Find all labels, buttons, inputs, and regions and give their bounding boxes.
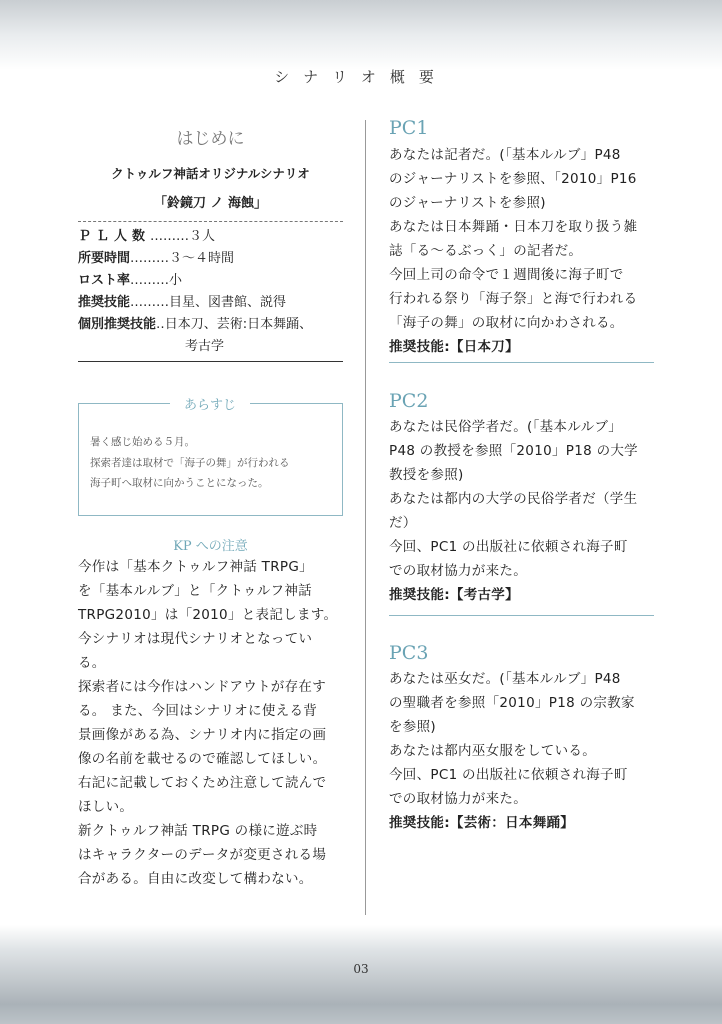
text-line: 像の名前を載せるので確認してほしい。 (78, 751, 327, 767)
text-line: あなたは都内巫女服をしている。 (389, 743, 596, 759)
kp-notes-heading: KP への注意 (173, 539, 248, 554)
text-line: を参照) (389, 719, 436, 735)
spec-key: ＰＬ人数 (78, 229, 151, 244)
text-line: 今回、PC1 の出版社に依頼され海子町 (389, 767, 628, 783)
text-line: 今作は「基本クトゥルフ神話 TRPG」 (78, 559, 313, 575)
synopsis-label: あらすじ (170, 394, 250, 413)
text-line: TRPG2010」は「2010」と表記します。 (78, 607, 338, 623)
spec-row (78, 248, 348, 270)
text-line: P48 の教授を参照「2010」P18 の大学 (389, 443, 638, 459)
pc2-skill (389, 583, 638, 607)
text-line: あなたは記者だ。(「基本ルルブ」P48 (389, 147, 621, 163)
spec-dots: ……… (130, 295, 170, 310)
pc1-body (389, 143, 637, 359)
synopsis-text (90, 432, 290, 494)
text-line: 新クトゥルフ神話 TRPG の様に遊ぶ時 (78, 823, 318, 839)
text-line: 今シナリオは現代シナリオとなってい (78, 631, 313, 647)
page-header-title: シナリオ概要 (274, 68, 448, 86)
spec-row (78, 226, 348, 248)
pc1-lines (389, 143, 637, 335)
text-line: 誌「る～るぶっく」の記者だ。 (389, 243, 583, 259)
pc1-skill (389, 335, 637, 359)
text-line: での取材協力が来た。 (389, 791, 527, 807)
spec-dots: ……… (130, 251, 170, 266)
text-line: 探索者達は取材で「海子の舞」が行われる (90, 456, 290, 469)
spec-key: 所要時間 (78, 251, 131, 266)
skill-value: :【考古学】 (444, 587, 519, 603)
pc3-heading: PC3 (389, 642, 429, 664)
text-line: 合がある。自由に改変して構わない。 (78, 871, 313, 887)
text-line: を「基本ルルブ」と「クトゥルフ神話 (78, 583, 312, 599)
pc1-heading: PC1 (389, 117, 429, 139)
spec-continuation: 考古学 (185, 339, 225, 354)
skill-label: 推奨技能 (389, 815, 445, 831)
text-line: 行われる祭り「海子祭」と海で行われる (389, 291, 638, 307)
spec-key: 個別推奨技能 (78, 317, 157, 332)
scenario-title: 「鈴鏡刀 ノ 海蝕」 (153, 196, 268, 211)
scenario-subtitle: クトゥルフ神話オリジナルシナリオ (111, 166, 310, 181)
text-line: ほしい。 (78, 799, 134, 815)
spec-list (78, 226, 348, 358)
page-number: 03 (353, 962, 369, 976)
intro-heading: はじめに (176, 129, 245, 149)
spec-value: 日本刀、芸術:日本舞踊、 (164, 317, 313, 332)
skill-value: :【芸術：日本舞踊】 (444, 815, 575, 831)
text-line: での取材協力が来た。 (389, 563, 527, 579)
text-line: のジャーナリストを参照、「2010」P16 (389, 171, 637, 187)
text-line: だ） (389, 515, 417, 531)
text-line: る。 また、今回はシナリオに使える背 (78, 703, 318, 719)
text-line: のジャーナリストを参照) (389, 195, 546, 211)
spec-dots: ‥ (156, 317, 165, 332)
text-line: 今回、PC1 の出版社に依頼され海子町 (389, 539, 628, 555)
pc3-lines (389, 667, 635, 811)
pc-divider (389, 615, 654, 616)
pc2-body (389, 415, 638, 607)
spec-key: 推奨技能 (78, 295, 131, 310)
text-line: はキャラクターのデータが変更される場 (78, 847, 327, 863)
skill-value: :【日本刀】 (444, 339, 519, 355)
text-line: 暑く感じ始める５月。 (90, 436, 195, 448)
text-line: 教授を参照) (389, 467, 464, 483)
spec-row (78, 270, 348, 292)
solid-divider (78, 361, 343, 362)
text-line: 今回上司の命令で１週間後に海子町で (389, 267, 624, 283)
spec-value: ３～４時間 (169, 251, 235, 266)
spec-value: ３人 (189, 229, 216, 244)
text-line: 海子町へ取材に向かうことになった。 (90, 477, 269, 489)
pc3-skill (389, 811, 635, 835)
text-line: の聖職者を参照「2010」P18 の宗教家 (389, 695, 635, 711)
text-line: 探索者には今作はハンドアウトが存在す (78, 679, 326, 695)
column-divider (365, 120, 366, 915)
spec-row (78, 314, 348, 336)
text-line: 「海子の舞」の取材に向かわされる。 (389, 315, 624, 331)
spec-row (78, 292, 348, 314)
pc-divider (389, 362, 654, 363)
pc3-body (389, 667, 635, 835)
header-background (0, 0, 722, 70)
spec-dots: ……… (130, 273, 170, 288)
spec-dots: ……… (150, 229, 190, 244)
text-line: る。 (78, 655, 106, 671)
spec-value: 目星、図書館、説得 (169, 295, 287, 310)
text-line: 景画像がある為、シナリオ内に指定の画 (78, 727, 327, 743)
text-line: あなたは都内の大学の民俗学者だ（学生 (389, 491, 638, 507)
spec-key: ロスト率 (78, 273, 131, 288)
skill-label: 推奨技能 (389, 587, 445, 603)
text-line: 右記に記載しておくため注意して読んで (78, 775, 327, 791)
spec-value: 小 (169, 273, 183, 288)
text-line: あなたは巫女だ。(「基本ルルブ」P48 (389, 671, 621, 687)
dashed-divider (78, 221, 343, 222)
text-line: あなたは民俗学者だ。(「基本ルルブ」 (389, 419, 623, 435)
kp-notes-body (78, 555, 337, 891)
skill-label: 推奨技能 (389, 339, 445, 355)
pc2-heading: PC2 (389, 390, 429, 412)
pc2-lines (389, 415, 638, 583)
text-line: あなたは日本舞踊・日本刀を取り扱う雑 (389, 219, 638, 235)
